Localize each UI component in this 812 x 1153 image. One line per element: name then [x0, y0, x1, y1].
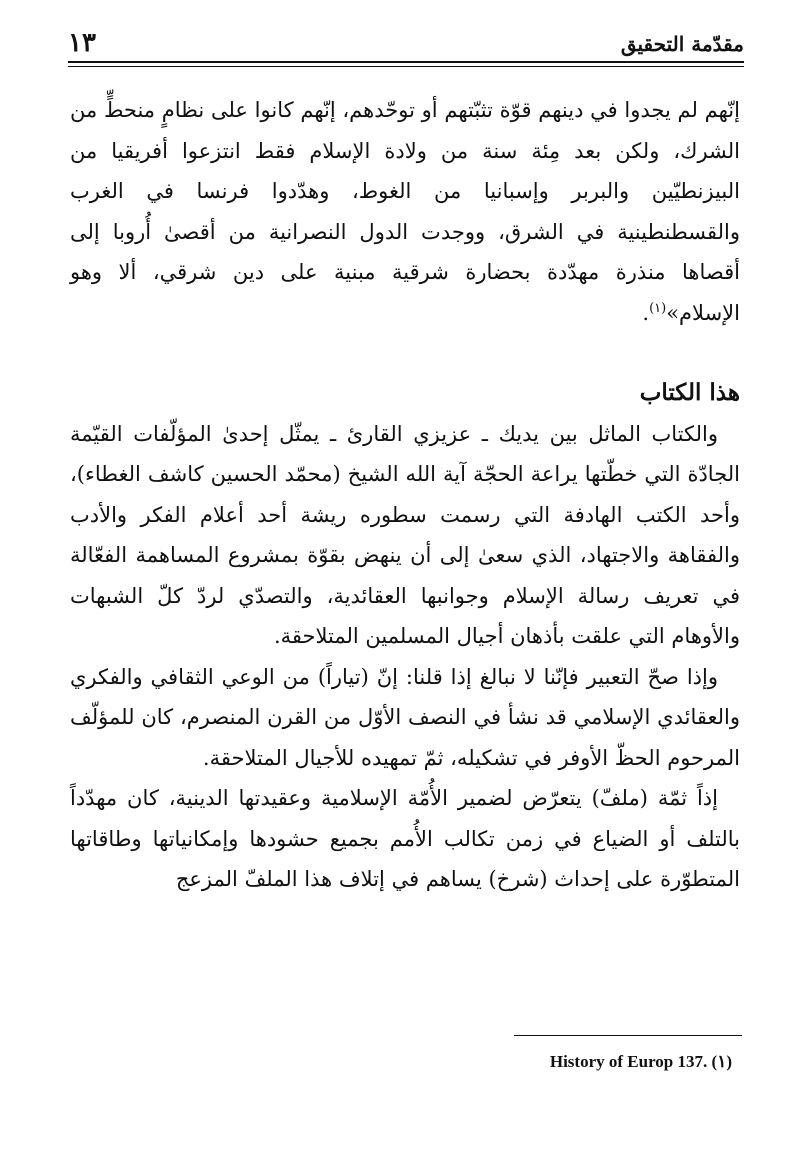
footnote-marker: (١) [711, 1052, 732, 1071]
page-header [68, 28, 744, 62]
header-rule-thin [68, 66, 744, 67]
body-text [70, 90, 740, 900]
footnote-text: History of Europ 137. [549, 1052, 708, 1071]
section-heading: هذا الكتاب [639, 379, 740, 406]
footnote-reference: (١) [649, 300, 667, 316]
footnote [550, 1052, 732, 1072]
paragraph-1 [70, 90, 740, 333]
header-rule-thick [68, 61, 744, 63]
paragraph-2: والكتاب الماثل بين يديك ـ عزيزي القارئ ـ يمثّل إحدىٰ المؤلّفات القيّمة الجادّة التي خطّتها يراعة الحجّة آية الله الشيخ (محمّد الحسين كاشف الغطاء)، وأحد الكتب الهادفة التي رسمت سطوره ريشة أحد أعلام الفكر والأدب والفقاهة والاجتهاد، الذي سعىٰ إلى أن ينهض بقوّة بمشروع المساهمة الفعّالة في تعريف رسالة الإسلام وجوانبها العقائدية، والتصدّي لردّ كلّ الشبهات والأوهام التي علقت بأذهان أجيال المسلمين المتلاحقة. [70, 421, 740, 648]
paragraph-4: إذاً ثمّة (ملفّ) يتعرّض لضمير الأُمّة الإسلامية وعقيدتها الدينية، كان مهدّداً بالتلف أو الضياع في زمن تكالب الأُمم بجميع حشودها وإمكانياتها وطاقاتها المتطوّرة على إحداث (شرخ) يساهم في إتلاف هذا الملفّ المزعج [70, 786, 740, 891]
paragraph-3: وإذا صحّ التعبير فإنّنا لا نبالغ إذا قلنا: إنّ (تياراً) من الوعي الثقافي والفكري والعقائدي الإسلامي قد نشأ في النصف الأوّل من القرن المنصرم، كان للمؤلّف المرحوم الحظّ الأوفر في تشكيله، ثمّ تمهيده للأجيال المتلاحقة. [70, 664, 740, 770]
running-title: مقدّمة التحقيق [620, 32, 744, 56]
paragraph-1-end: . [642, 300, 650, 325]
paragraph-1-text: إنّهم لم يجدوا في دينهم قوّة تثبّتهم أو توحّدهم، إنّهم كانوا على نظامٍ منحطٍّ من الشرك، ولكن بعد مِئة سنة من ولادة الإسلام فقط انتزعوا أفريقيا من البيزنطيّين والبربر وإسبانيا من الغوط، وهدّدوا فرنسا في الغرب والقسطنطينية في الشرق، ووجدت الدول النصرانية من أقصىٰ أُروبا إلى أقصاها منذرة مهدّدة بحضارة شرقية مبنية على دين شرقي، ألا وهو الإسلام» [70, 98, 740, 325]
footnote-separator [514, 1035, 742, 1036]
page-number: ١٣ [68, 28, 96, 58]
